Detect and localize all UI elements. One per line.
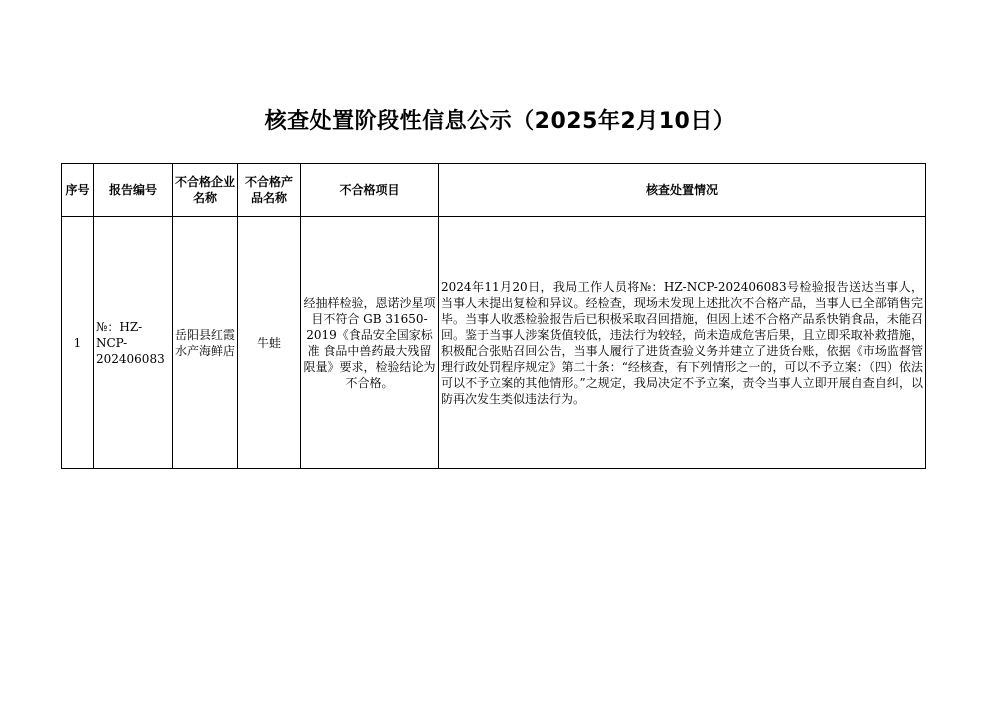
table-header-row xyxy=(62,164,926,217)
page-title: 核查处置阶段性信息公示（2025年2月10日） xyxy=(264,109,736,134)
header-item: 不合格项目 xyxy=(301,164,439,217)
cell-report-no: №：HZ-NCP-202406083 xyxy=(94,217,173,469)
disposal-table xyxy=(61,163,926,469)
header-report-no: 报告编号 xyxy=(94,164,173,217)
cell-product: 牛蛙 xyxy=(238,217,301,469)
header-product: 不合格产品名称 xyxy=(238,164,301,217)
cell-enterprise: 岳阳县红霞水产海鲜店 xyxy=(173,217,238,469)
table-row xyxy=(62,217,926,469)
cell-seq: 1 xyxy=(62,217,94,469)
header-seq: 序号 xyxy=(62,164,94,217)
header-disposal: 核查处置情况 xyxy=(439,164,926,217)
header-enterprise: 不合格企业名称 xyxy=(173,164,238,217)
cell-disposal: 2024年11月20日，我局工作人员将№：HZ-NCP-202406083号检验报告送达当事人，当事人未提出复检和异议。经检查，现场未发现上述批次不合格产品，当事人已全部销售完毕。当事人收悉检验报告后已积极采取召回措施，但因上述不合格产品系快销食品，未能召回。鉴于当事人涉案货值较低，违法行为较轻，尚未造成危害后果，且立即采取补救措施，积极配合张贴召回公告，当事人履行了进货查验义务并建立了进货台账，依据《市场监督管理行政处罚程序规定》第二十条：“经核查，有下列情形之一的，可以不予立案：（四）依法可以不予立案的其他情形。”之规定，我局决定不予立案，责令当事人立即开展自查自纠，以防再次发生类似违法行为。 xyxy=(439,217,926,469)
cell-item: 经抽样检验，恩诺沙星项目不符合 GB 31650-2019《食品安全国家标准 食品中兽药最大残留限量》要求，检验结论为不合格。 xyxy=(301,217,439,469)
